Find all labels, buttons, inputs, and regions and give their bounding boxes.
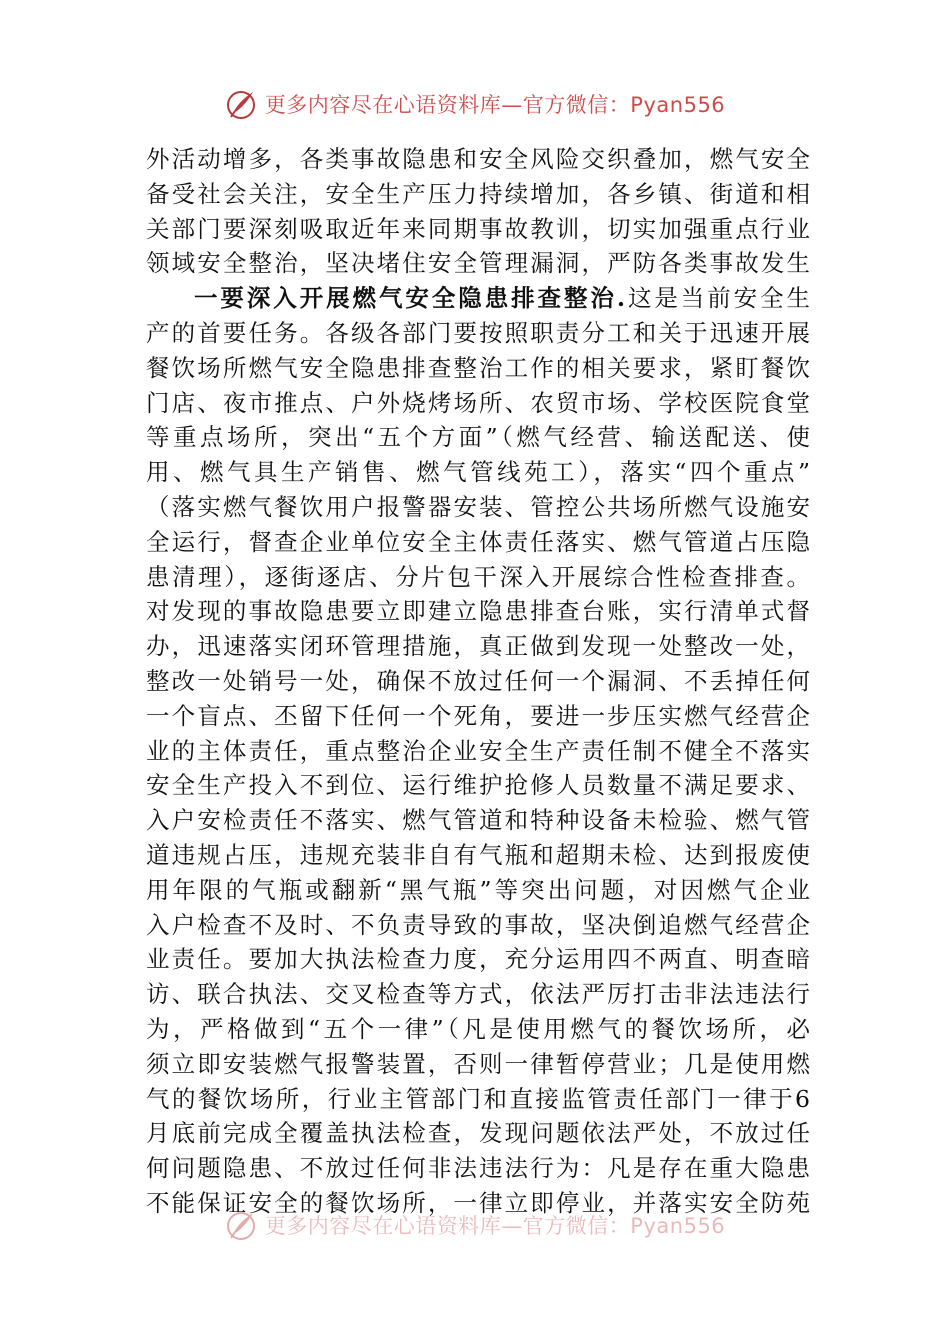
header-watermark bbox=[0, 84, 950, 124]
paragraph-2-first-line bbox=[146, 281, 810, 316]
text-line: 何问题隐患、不放过任何非法违法行为：凡是存在重大隐患 bbox=[146, 1154, 810, 1183]
text-line: 入户检查不及时、不负责导致的事故，坚决倒追燃气经营企 bbox=[146, 910, 810, 939]
text-line: 气的餐饮场所，行业主管部门和直接监管责任部门一律于6 bbox=[146, 1084, 810, 1113]
watermark-text: 更多内容尽在心语资料库—官方微信：Pyan556 bbox=[264, 93, 726, 117]
text-line: 关部门要深刻吸取近年来同期事故教训，切实加强重点行业 bbox=[146, 214, 810, 243]
text-line: 办，迅速落实闭环管理措施，真正做到发现一处整改一处， bbox=[146, 632, 810, 661]
text-line: 产的首要任务。各级各部门要按照职责分工和关于迅速开展 bbox=[146, 318, 810, 347]
text-line: 用、燃气具生产销售、燃气管线苑工），落实“四个重点” bbox=[146, 458, 810, 487]
text-line: 患清理），逐街逐店、分片包干深入开展综合性检查排查。 bbox=[146, 562, 810, 591]
text-line: 不能保证安全的餐饮场所，一律立即停业，并落实安全防苑 bbox=[146, 1188, 810, 1217]
text-line: 须立即安装燃气报警装置，否则一律暂停营业；几是使用燃 bbox=[146, 1049, 810, 1078]
text-line: （落实燃气餐饮用户报警器安装、管控公共场所燃气设施安 bbox=[146, 492, 810, 521]
text-line: 业的主体责任，重点整治企业安全生产责任制不健全不落实 bbox=[146, 736, 810, 765]
text-line: 安全生产投入不到位、运行维护抢修人员数量不满足要求、 bbox=[146, 771, 810, 800]
text-line: 领域安全整治，坚决堵住安全管理漏洞，严防各类事故发生 bbox=[146, 249, 810, 278]
quill-logo-icon bbox=[225, 87, 259, 121]
text-line: 业责任。要加大执法检查力度，充分运用四不两直、明查暗 bbox=[146, 945, 810, 974]
footer-watermark bbox=[0, 1205, 950, 1245]
text-line: 门店、夜市推点、户外烧烤场所、农贸市场、学校医院食堂 bbox=[146, 388, 810, 417]
text-line: 外活动增多，各类事故隐患和安全风险交织叠加，燃气安全 bbox=[146, 145, 810, 173]
quill-logo-icon bbox=[225, 1208, 259, 1242]
paragraph-1 bbox=[146, 142, 810, 281]
text-line: 入户安检责任不落实、燃气管道和特种设备未检验、燃气管 bbox=[146, 806, 810, 835]
text-line: 为，严格做到“五个一律”（凡是使用燃气的餐饮场所，必 bbox=[146, 1014, 810, 1043]
text-line: 餐饮场所燃气安全隐患排查整治工作的相关要求，紧盯餐饮 bbox=[146, 353, 810, 382]
text-line: 道违规占压，违规充装非自有气瓶和超期未检、达到报废使 bbox=[146, 840, 810, 869]
section-heading: 一要深入开展燃气安全隐患排查整治. bbox=[194, 284, 626, 313]
paragraph-2 bbox=[146, 281, 810, 1221]
text-line: 一个盲点、丕留下任何一个死角，要进一步压实燃气经营企 bbox=[146, 701, 810, 730]
text-line: 备受社会关注，安全生产压力持续增加，各乡镇、街道和相 bbox=[146, 179, 810, 208]
text-line: 整改一处销号一处，确保不放过任何一个漏洞、不丢掉任何 bbox=[146, 666, 810, 695]
text-line: 用年限的气瓶或翻新“黑气瓶”等突出问题，对因燃气企业 bbox=[146, 875, 810, 904]
text-line: 全运行，督查企业单位安全主体责任落实、燃气管道占压隐 bbox=[146, 527, 810, 556]
text-line: 等重点场所，突出“五个方面”（燃气经营、输送配送、使 bbox=[146, 423, 810, 452]
text-line: 月底前完成全覆盖执法检查，发现问题依法严处，不放过任 bbox=[146, 1119, 810, 1148]
heading-continuation: 这是当前安全生 bbox=[625, 284, 810, 313]
text-line: 访、联合执法、交叉检查等方式，依法严厉打击非法违法行 bbox=[146, 980, 810, 1009]
document-body bbox=[146, 142, 810, 1221]
text-line: 对发现的事故隐患要立即建立隐患排查台账，实行清单式督 bbox=[146, 597, 810, 626]
watermark-text: 更多内容尽在心语资料库—官方微信：Pyan556 bbox=[264, 1214, 726, 1238]
